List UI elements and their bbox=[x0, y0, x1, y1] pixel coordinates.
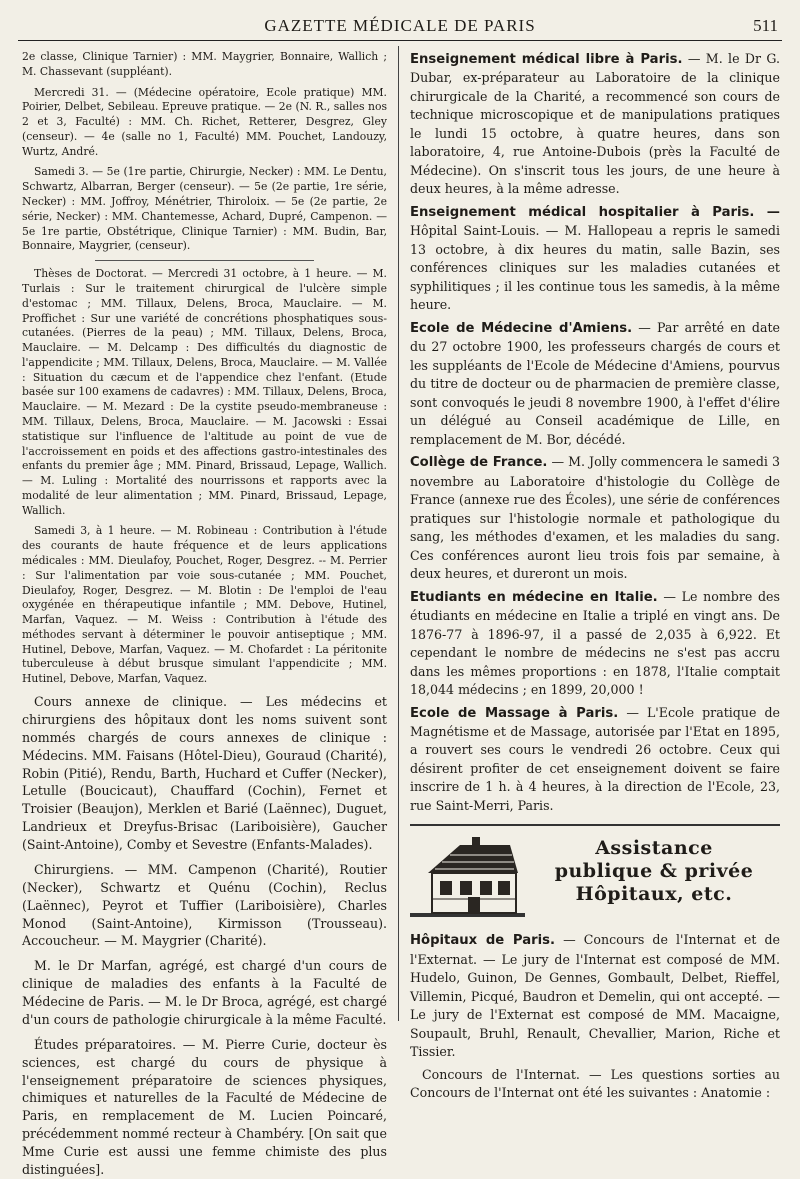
banner-heading bbox=[528, 837, 780, 905]
course-paragraph: Chirurgiens. — MM. Campenon (Charité), Routier (Necker), Schwartz et Quénu (Cochin), Reclus (Laënnec), Peyrot et Tuffier (Lariboisière), Charles Monod (Saint-Antoine), Kirmisson (Trousseau). Accoucheur. — M. Maygrier (Charité). bbox=[22, 861, 387, 949]
news-item-body: — Par arrêté en date du 27 octobre 1900, les professeurs chargés de cours et les suppléants de l'Ecole de Médecine d'Amiens, pourvus du titre de docteur ou de pharmacien de première classe, sont convoqués le jeudi 8 novembre 1900, à l'effet d'élire un délégué au Conseil académique de Lille, en remplacement de M. Bor, décédé. bbox=[410, 319, 780, 447]
news-item-body: — L'Ecole pratique de Magnétisme et de Massage, autorisée par l'Etat en 1895, a rouvert ses cours le vendredi 26 octobre. Ceux qui désirent profiter de cet enseignement doivent se faire inscrire de 1 h. à 4 heures, à la direction de l'Ecole, 23, rue Saint-Merri, Paris. bbox=[410, 704, 780, 813]
news-item-title: Collège de France. bbox=[410, 455, 548, 471]
news-item bbox=[410, 588, 780, 700]
hospital-news bbox=[410, 931, 780, 1102]
banner-line: Hôpitaux, etc. bbox=[575, 883, 733, 906]
news-item-body: — Le nombre des étudiants en médecine en Italie a triplé en vingt ans. De 1876-77 à 1896-97, il a passé de 2,035 à 6,922. Et cependant le nombre de médecins ne s'est pas accru dans les mêmes proportions : en 1878, l'Italie comptait 18,044 médecins ; en 1899, 20,000 ! bbox=[410, 588, 780, 698]
news-item-title: Ecole de Massage à Paris. bbox=[410, 705, 619, 721]
journal-title: GAZETTE MÉDICALE DE PARIS bbox=[264, 16, 536, 35]
page-header bbox=[18, 14, 782, 41]
news-item-title: Enseignement médical hospitalier à Paris. — bbox=[410, 204, 780, 220]
ornamental-rule bbox=[410, 821, 780, 829]
news-item-body: — Concours de l'Internat et de l'Externat. — Le jury de l'Internat est composé de MM. Hudelo, Guinon, De Gennes, Gombault, Delbet, Rieffel, Villemin, Picqué, Baudron et Demelin, qui ont accepté. — Le jury de l'Externat est composé de MM. Macaigne, Soupault, Bruhl, Renault, Chevallier, Marion, Riche et Tissier. bbox=[410, 932, 780, 1060]
course-paragraph: Études préparatoires. — M. Pierre Curie, docteur ès sciences, est chargé du cours de physique à l'enseignement préparatoire de sciences physiques, chimiques et naturelles de la Faculté de Médecine de Paris, en remplacement de M. Lucien Poincaré, précédemment nommé recteur à Chambéry. [On sait que Mme Curie est aussi une femme chimiste des plus distinguées]. bbox=[22, 1036, 387, 1177]
section-rule bbox=[95, 260, 314, 261]
news-item-title: Hôpitaux de Paris. bbox=[410, 933, 555, 949]
news-item bbox=[410, 453, 780, 583]
left-column bbox=[22, 50, 387, 1177]
theses-paragraph: Thèses de Doctorat. — Mercredi 31 octobre, à 1 heure. — M. Turlais : Sur le traitement chirurgical de l'ulcère simple d'estomac ; MM. Tillaux, Delens, Broca, Mauclaire. — M. Proffichet : Sur une variété de concrétions phosphatiques sous-cutanées. (Pierres de la peau) ; MM. Tillaux, Delens, Broca, Mauclaire. — M. Delcamp : Des difficultés du diagnostic de l'appendicite ; MM. Tillaux, Delens, Broca, Mauclaire. — M. Vallée : Situation du cæcum et de l'appendice chez l'enfant. (Etude basée sur 100 examens de cadavres) : MM. Tillaux, Delens, Broca, Mauclaire. — M. Mezard : De la cystite pseudo-membraneuse : MM. Tillaux, Delens, Broca, Mauclaire. — M. Jacowski : Essai statistique sur l'influence de l'altitude au point de vue de l'accroissement en poids et des affections gastro-intestinales des enfants du premier âge ; MM. Pinard, Brissaud, Lepage, Wallich. — M. Luling : Mortalité des nourrissons et rapports avec la modalité de leur alimentation ; MM. Pinard, Brissaud, Lepage, Wallich. bbox=[22, 267, 387, 517]
page-number: 511 bbox=[753, 16, 778, 35]
news-item bbox=[410, 203, 780, 315]
course-paragraph: Cours annexe de clinique. — Les médecins et chirurgiens des hôpitaux dont les noms suivent sont nommés chargés de cours annexes de clinique : Médecins. MM. Faisans (Hôtel-Dieu), Gouraud (Charité), Robin (Pitié), Rendu, Barth, Huchard et Cuffer (Necker), Letulle (Boucicaut), Chauffard (Cochin), Fernet et Troisier (Beaujon), Merklen et Barié (Laënnec), Duguet, Landrieux et Dreyfus-Brisac (Lariboisière), Gaucher (Saint-Antoine), Comby et Sevestre (Enfants-Malades). bbox=[22, 694, 387, 853]
right-column bbox=[410, 50, 780, 1101]
news-item bbox=[410, 704, 780, 816]
exam-paragraph: Samedi 3. — 5e (1re partie, Chirurgie, Necker) : MM. Le Dentu, Schwartz, Albarran, Berger (censeur). — 5e (2e partie, 1re série, Necker) : MM. Joffroy, Ménétrier, Thiroloix. — 5e (2e partie, 2e série, Necker) : MM. Chantemesse, Achard, Dupré, Campenon. — 5e 1re partie, Obstétrique, Clinique Tarnier) : MM. Budin, Bar, Bonnaire, Maygrier, (censeur). bbox=[22, 165, 387, 253]
exam-paragraph: Mercredi 31. — (Médecine opératoire, Ecole pratique) MM. Poirier, Delbet, Sebileau. Epreuve pratique. — 2e (N. R., salles nos 2 et 3, Faculté) : MM. Ch. Richet, Retterer, Desgrez, Gley (censeur). — 4e (salle no 1, Faculté) MM. Pouchet, Landouzy, Wurtz, André. bbox=[22, 85, 387, 158]
column-divider bbox=[398, 46, 399, 1021]
courses-block bbox=[22, 693, 387, 1179]
news-item bbox=[410, 1066, 780, 1103]
course-paragraph: M. le Dr Marfan, agrégé, est chargé d'un cours de clinique de maladies des enfants à la Faculté de Médecine de Paris. — M. le Dr Broca, agrégé, est chargé d'un cours de pathologie chirurgicale à la même Faculté. bbox=[22, 958, 387, 1027]
hospital-building-icon bbox=[410, 833, 525, 921]
news-item-body: — M. Jolly commencera le samedi 3 novembre au Laboratoire d'histologie du Collège de France (annexe rue des Écoles), une série de conférences pratiques sur l'histologie normale et pathologique du sang, les méthodes d'examen, et les maladies du sang. Ces conférences auront lieu trois fois par semaine, à deux heures, et dureront un mois. bbox=[410, 454, 780, 582]
banner-line: publique & privée bbox=[554, 860, 754, 883]
news-item bbox=[410, 319, 780, 449]
exam-paragraph: 2e classe, Clinique Tarnier) : MM. Maygrier, Bonnaire, Wallich ; M. Chassevant (suppléant). bbox=[22, 50, 387, 78]
news-item-title: Enseignement médical libre à Paris. bbox=[410, 52, 683, 67]
section-banner bbox=[410, 833, 780, 923]
news-item bbox=[410, 931, 780, 1061]
news-item-title: Ecole de Médecine d'Amiens. bbox=[410, 320, 633, 336]
news-item-title: Etudiants en médecine en Italie. bbox=[410, 589, 658, 605]
news-sections bbox=[410, 50, 780, 815]
news-item-body: Hôpital Saint-Louis. — M. Hallopeau a repris le samedi 13 octobre, à dix heures du matin, salle Bazin, ses conférences cliniques sur les maladies cutanées et syphilitiques ; il les continue tous les samedis, à la même heure. bbox=[410, 223, 780, 313]
theses-list bbox=[22, 267, 387, 687]
news-item-body: — M. le Dr G. Dubar, ex-préparateur au Laboratoire de la clinique chirurgicale de la Charité, a recommencé son cours de technique microscopique et de manipulations pratiques le lundi 15 octobre, à quatre heures, dans son laboratoire, 4, rue Antoine-Dubois (près la Faculté de Médecine). On s'inscrit tous les jours, de une heure à deux heures, à la même adresse. bbox=[410, 51, 780, 197]
banner-line: Assistance bbox=[595, 837, 713, 860]
news-item bbox=[410, 50, 780, 199]
news-item-body: Concours de l'Internat. — Les questions sorties au Concours de l'Internat ont été les suivantes : Anatomie : bbox=[410, 1066, 780, 1101]
exam-schedule bbox=[22, 50, 387, 254]
theses-paragraph: Samedi 3, à 1 heure. — M. Robineau : Contribution à l'étude des courants de haute fréquence et de leurs applications médicales : MM. Dieulafoy, Pouchet, Roger, Desgrez. -- M. Perrier : Sur l'alimentation par voie sous-cutanée ; MM. Pouchet, Dieulafoy, Roger, Desgrez. — M. Blotin : De l'emploi de l'eau oxygénée en thérapeutique infantile ; MM. Debove, Hutinel, Marfan, Vaquez. — M. Weiss : Contribution à l'étude des méthodes servant à déterminer le pouvoir antiseptique ; MM. Hutinel, Debove, Marfan, Vaquez. — M. Chofardet : La péritonite tuberculeuse à début brusque simulant l'appendicite ; MM. Hutinel, Debove, Marfan, Vaquez. bbox=[22, 524, 387, 686]
